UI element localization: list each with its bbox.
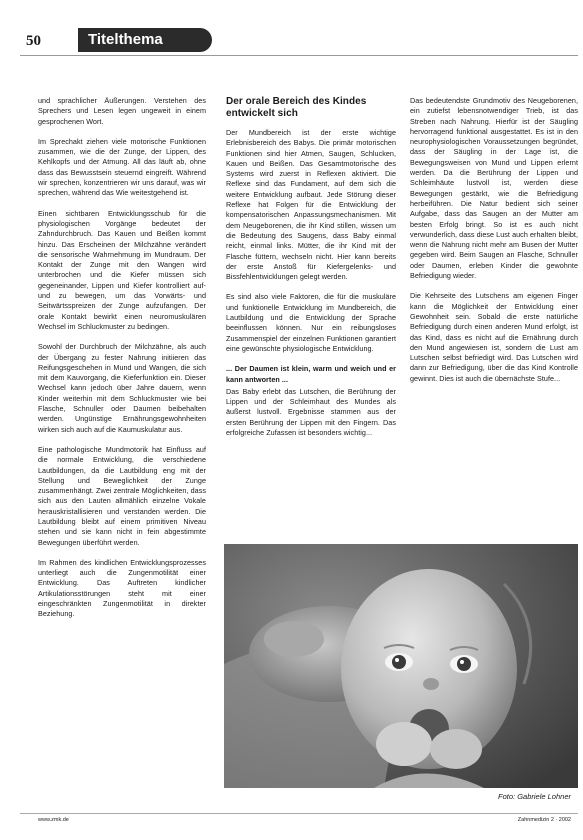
- baby-photo-illustration: [224, 544, 578, 788]
- text-column-right: [410, 96, 578, 394]
- baby-photo: [224, 544, 578, 788]
- paragraph: Das Baby erlebt das Lutschen, die Berührung der Lippen und der Schleimhaut des Mundes als äußerst lustvoll. Ergebnisse stammen aus der ersten Berührung der Lippen mit den Fingern. Das erfolgreiche Zufassen ist besonders wichtig...: [226, 386, 396, 438]
- article-subheading: Der orale Bereich des Kindes entwickelt sich: [226, 96, 367, 119]
- paragraph: Im Sprechakt ziehen viele motorische Funktionen zusammen, wie die der Zunge, der Lippen, des Kehlkopfs und der Atmung. All das läuft ab, ohne dass das Bewusstsein steuernd eingreift. Während wir sprechen, konzentrieren wir uns darauf, was wir sprechen, während das Wie weitestgehend ist.: [38, 136, 206, 198]
- paragraph: Einen sichtbaren Entwicklungsschub für die physiologischen Vorgänge bedeutet der Zahndurchbruch. Das Kauen und Beißen kommt hinzu. Das Erscheinen der Milchzähne verändert die sensorische Wahrnehmung im Mundraum. Der Kontakt der Zunge mit den Wangen wird unterbrochen und die Kiefer müssen sich gegeneinander, Lippen und Kiefer kontrolliert auf- und zu bewegen, um das Vorwärts- und Seitwärtsspreizen der Zunge aufzufangen. Der orale Kontakt bewirkt einen neuromuskulären Wechsel im Schluckmuster zu bedingen.: [38, 208, 206, 331]
- header-divider: [20, 55, 578, 56]
- footer-website: www.zmk.de: [38, 817, 69, 823]
- section-tab: [78, 28, 212, 52]
- paragraph: Sowohl der Durchbruch der Milchzähne, als auch der Übergang zu fester Nahrung initiieren das Reifungsgeschehen in Mund und Wangen, die sich mit dem Kauvorgang, die Kieferfunktion ein. Dieser Wechsel kann jedoch über Jahre dauern, wenn Kinder weiterhin mit dem Schluckmuster wie bei Flasche, Schnuller oder Daumen beibehalten werden. Ungünstige Ernährungsgewohnheiten wirken sich auch auf die Kaumuskulatur aus.: [38, 342, 206, 434]
- page-number: 50: [26, 33, 41, 49]
- paragraph: Eine pathologische Mundmotorik hat Einfluss auf die normale Entwicklung, die verschiedene Lautbildungen, da die Lautbildung eng mit der Stellung und Beweglichkeit der Zunge zusammenhängt. Zwei zentrale Möglichkeiten, dass sich aus den Lauten allmählich einzelne Vokale herauskristallisieren und verstanden werden. Die Lautbildung bleibt auf einem primitiven Niveau stehen und sie kann nicht in fein abgestimmte Bewegungen überführt werden.: [38, 444, 206, 547]
- footer-publication: Zahnmedizin 2 · 2002: [517, 817, 571, 823]
- footer-divider: [20, 813, 578, 814]
- photo-credit: Foto: Gabriele Lohner: [498, 792, 571, 801]
- section-title: Titelthema: [88, 31, 163, 48]
- lead-in-quote: ... Der Daumen ist klein, warm und weich und er kann antworten ...: [226, 364, 396, 384]
- paragraph: Das bedeutendste Grundmotiv des Neugeborenen, ein zutiefst lebensnotwendiger Trieb, ist das Streben nach Nahrung. Hierfür ist der Säugling hervorragend funktional ausgestattet. Es ist in den neurophysiologischen Voraussetzungen begründet, dass der Säugling in der Lage ist, die Bewegungsweisen von Mund und Lippen erlernt werden. Da die Berührung der Lippen und Schleimhäute lustvoll ist, werden diese Bewegungen gestärkt, wie die Befriedigung herbeiführen. Die Natur bedient sich seiner Aufgabe, dass das Saugen an der Mutter am besten Erfolg bringt. So ist es auch nicht verwunderlich, dass diese Lust auch erhalten bleibt, wenn die Nahrung nicht mehr am Busen der Mutter gegeben wird. Beim Saugen an Flasche, Schnuller oder Daumen, erleben Kinder die gewohnte Befriedigung wieder.: [410, 96, 578, 281]
- text-column-left: [38, 96, 206, 630]
- paragraph: Im Rahmen des kindlichen Entwicklungsprozesses unterliegt auch die Zungenmotilität einer Entwicklung. Das Auftreten kindlicher Artikulationsstörungen steht mit einer eingeschränkten Zungenmotilität in direkter Beziehung.: [38, 557, 206, 619]
- paragraph: Der Mundbereich ist der erste wichtige Erlebnisbereich des Babys. Die primär motorischen Funktionen sind hier Atmen, Saugen, Schlucken, Kauen und Beißen. Das Gesamtmotorische des Systems wird zuerst in Reflexen aktiviert. Die Reflexe sind das Fundament, auf dem sich die weitere Entwicklung aufbaut. Jede Störung dieser Reflexe hat Folgen für die Entwicklung der kompensatorischen Anpassungsmechanismen. Mit dem Neugeborenen, die ihr Kind stillen, wissen um die Bedeutung des Saugens, dass Baby einmal reicht, einmal links. Mütter, die ihr Kind mit der Flasche füttern, wechseln nicht. Hier kann bereits der erste Anstoß für Kiefergelenks- und Bissfehlentwicklungen gelegt werden.: [226, 128, 396, 282]
- text-column-middle: [226, 96, 396, 448]
- paragraph: Es sind also viele Faktoren, die für die muskuläre und funktionelle Entwicklung im Mundbereich, die Lautbildung und die Entwicklung der Sprache beeinflussen können. Nur ein reibungsloses Zusammenspiel der einzelnen Funktionen garantiert eine gewünschte physiologische Entwicklung.: [226, 292, 396, 353]
- paragraph: Die Kehrseite des Lutschens am eigenen Finger kann die Möglichkeit der Entwicklung einer Gewohnheit sein. Sobald die erste natürliche Befriedigung durch einen anderen Mund erfolgt, ist das Kind, dass es nicht auf die Ernährung durch den Mund angewiesen ist, sondern die Lust am Lutschen selbst befriedigt wird. Das Lutschen wird dann zur Befriedigung, über die das Kind Kontrolle gewinnt. Dies ist auch die übernächste Stufe...: [410, 291, 578, 383]
- paragraph: und sprachlicher Äußerungen. Verstehen des Sprechers und Lesen legen ungeweit in einem gesprochenen Wort.: [38, 96, 206, 126]
